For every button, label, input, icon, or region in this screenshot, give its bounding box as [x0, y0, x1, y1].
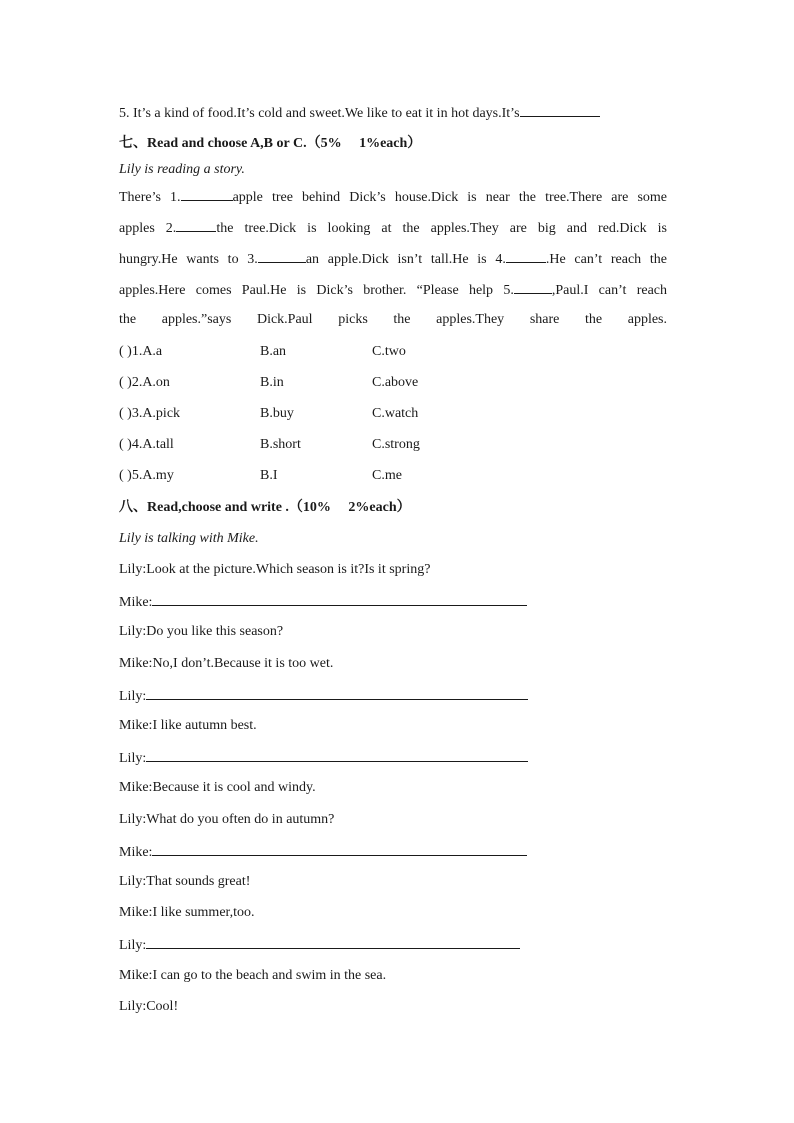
- option-3-b[interactable]: B.buy: [260, 406, 294, 421]
- answer-line[interactable]: [146, 748, 528, 762]
- blank-1[interactable]: [181, 187, 233, 201]
- question-5: [119, 103, 600, 123]
- dialogue-line: Mike:Because it is cool and windy.: [119, 780, 316, 795]
- dialogue-line: Mike:: [119, 592, 527, 612]
- option-2-b[interactable]: B.in: [260, 375, 284, 390]
- dialogue-line: Lily:What do you often do in autumn?: [119, 812, 335, 827]
- option-4-b[interactable]: B.short: [260, 437, 301, 452]
- answer-line[interactable]: [152, 842, 527, 856]
- answer-line[interactable]: [146, 686, 528, 700]
- dialogue-line: Lily:Cool!: [119, 999, 179, 1014]
- option-1-a[interactable]: ( )1.A.a: [119, 344, 163, 359]
- option-5-b[interactable]: B.I: [260, 468, 278, 483]
- section-7-intro: Lily is reading a story.: [119, 162, 245, 177]
- dialogue-line: Mike:No,I don’t.Because it is too wet.: [119, 656, 334, 671]
- option-3-a[interactable]: ( )3.A.pick: [119, 406, 181, 421]
- dialogue-line: Mike:: [119, 842, 527, 862]
- blank-3[interactable]: [258, 249, 306, 263]
- option-5-a[interactable]: ( )5.A.my: [119, 468, 174, 483]
- story-line-5: the apples.”says Dick.Paul picks the apples.They share the apples.: [119, 312, 667, 327]
- story-line-4: apples.Here comes Paul.He is Dick’s brother. “Please help 5. ,Paul.I can’t reach: [119, 280, 667, 300]
- option-1-b[interactable]: B.an: [260, 344, 287, 359]
- option-4-c[interactable]: C.strong: [372, 437, 420, 452]
- dialogue-line: Lily:That sounds great!: [119, 874, 251, 889]
- section-8-intro: Lily is talking with Mike.: [119, 531, 259, 546]
- question-5-text: 5. It’s a kind of food.It’s cold and sweet.We like to eat it in hot days.It’s: [119, 106, 520, 121]
- dialogue-line: Mike:I like autumn best.: [119, 718, 257, 733]
- dialogue-line: Mike:I can go to the beach and swim in the sea.: [119, 968, 387, 983]
- answer-line[interactable]: [152, 592, 527, 606]
- option-2-c[interactable]: C.above: [372, 375, 419, 390]
- dialogue-line: Lily:: [119, 686, 528, 706]
- blank-5[interactable]: [514, 280, 552, 294]
- dialogue-line: Lily:Do you like this season?: [119, 624, 284, 639]
- story-line-3: hungry.He wants to 3. an apple.Dick isn’t tall.He is 4. .He can’t reach the: [119, 249, 667, 269]
- answer-blank[interactable]: [520, 103, 600, 117]
- section-7-heading: 七、Read and choose A,B or C.（5% 1%each）: [119, 136, 422, 151]
- option-3-c[interactable]: C.watch: [372, 406, 419, 421]
- option-5-c[interactable]: C.me: [372, 468, 402, 483]
- story-line-2: apples 2. the tree.Dick is looking at the apples.They are big and red.Dick is: [119, 218, 667, 238]
- dialogue-line: Lily:: [119, 935, 520, 955]
- option-1-c[interactable]: C.two: [372, 344, 406, 359]
- story-line-1: There’s 1. apple tree behind Dick’s house.Dick is near the tree.There are some: [119, 187, 667, 207]
- blank-2[interactable]: [176, 218, 216, 232]
- option-4-a[interactable]: ( )4.A.tall: [119, 437, 174, 452]
- answer-line[interactable]: [146, 935, 520, 949]
- dialogue-line: Lily:: [119, 748, 528, 768]
- blank-4[interactable]: [506, 249, 546, 263]
- section-8-heading: 八、Read,choose and write .（10% 2%each）: [119, 500, 411, 515]
- dialogue-line: Lily:Look at the picture.Which season is it?Is it spring?: [119, 562, 431, 577]
- option-2-a[interactable]: ( )2.A.on: [119, 375, 170, 390]
- dialogue-line: Mike:I like summer,too.: [119, 905, 255, 920]
